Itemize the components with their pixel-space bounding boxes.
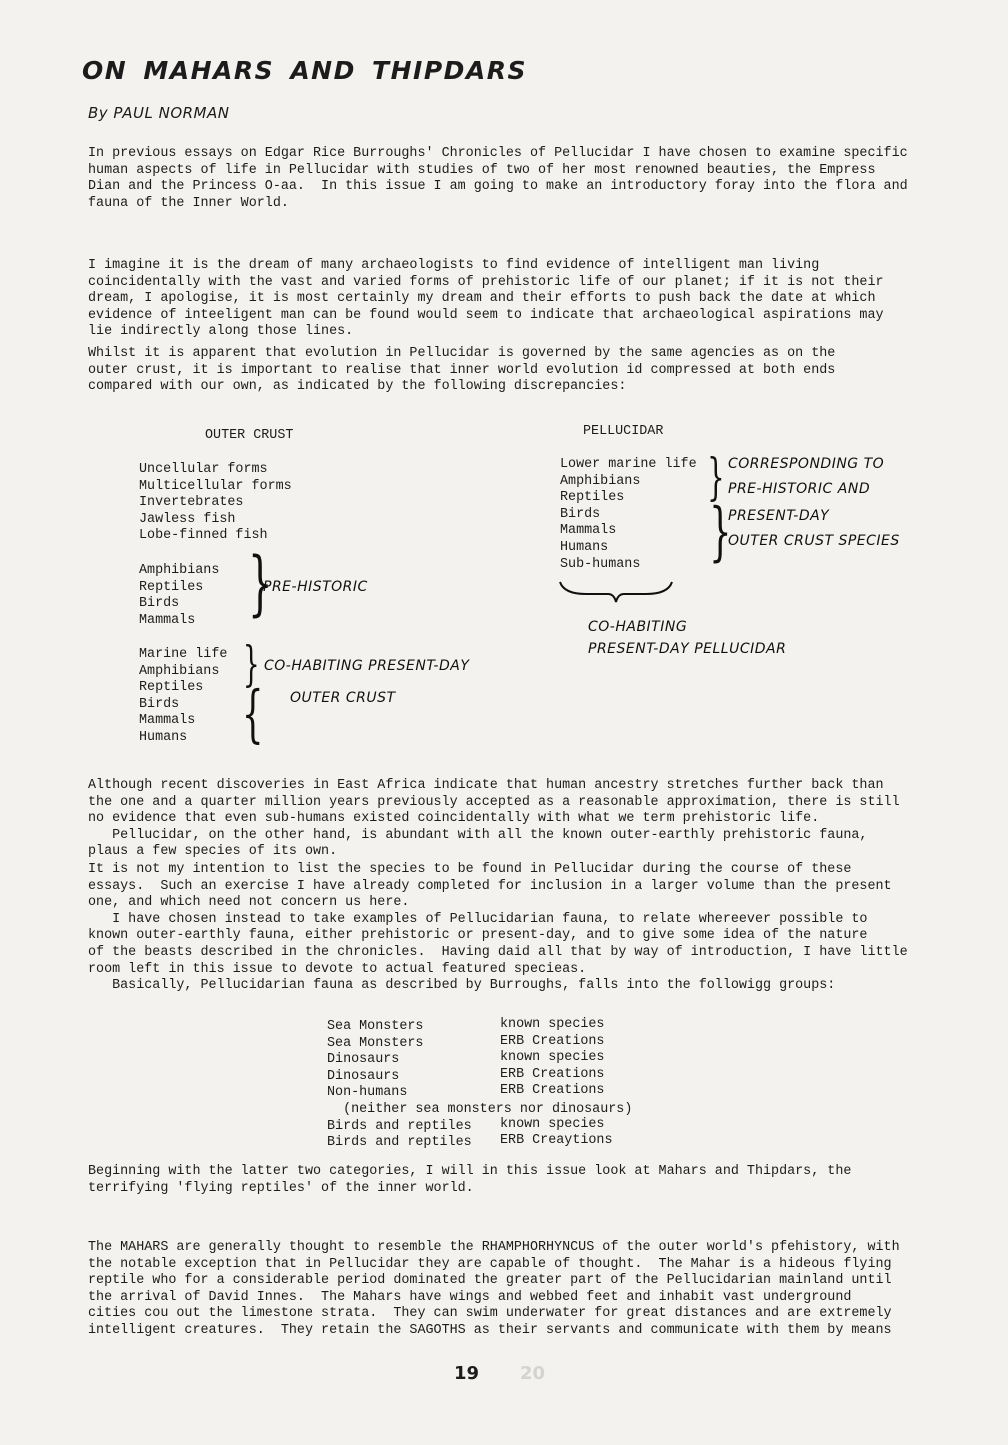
note-corresponding-3: PRESENT-DAY [728,508,830,524]
outer-crust-heading: OUTER CRUST [205,428,294,443]
pellucidar-heading: PELLUCIDAR [583,424,664,439]
brace-prehistoric: } [248,542,273,624]
paragraph-mahars: The MAHARS are generally thought to resemble the RHAMPHORHYNCUS of the outer world's pfehistory, with the notable exception that in Pellucidar they are capable of thought. The Mahar is a hideous flying reptile who for a considerable period dominated the greater part of the Pellucidarian mainland until the arrival of David Innes. The Mahars have wings and webbed feet and inhabit vast underground cities cou out the limestone strata. They can swim underwater for great distances and are extremely intelligent creatures. They retain the SAGOTHS as their servants and communicate with them by means [88,1240,900,1338]
brace-cohab-lower: { [241,677,264,750]
outer-crust-list-present: Marine life Amphibians Reptiles Birds Mammals Humans [139,647,228,745]
note-prehistoric: PRE-HISTORIC [263,579,368,595]
paragraph-archaeology: I imagine it is the dream of many archaeologists to find evidence of intelligent man living coincidentally with the vast and varied forms of prehistoric life of our planet; if it is not their dream, I apologise, it is most certainly my dream and their efforts to push back the date at which evidence of inteeligent man can be found would seem to indicate that archaeological aspirations may lie indirectly along those lines. [88,258,884,340]
paragraph-intro: In previous essays on Edgar Rice Burroughs' Chronicles of Pellucidar I have chosen to examine specific human aspects of life in Pellucidar with studies of two of her most renowned beauties, the Empress Dian and the Princess O-aa. In this issue I am going to make an introductory foray into the flora and fauna of the Inner World. [88,146,908,211]
article-title: ON MAHARS AND THIPDARS [82,56,528,85]
brace-corresponding-lower: } [709,495,732,569]
fauna-group-types: known species ERB Creations known species ERB Creations ERB Creations known species ERB Creaytions [500,1017,613,1149]
brace-underline-pellucidar [556,578,676,604]
outer-crust-list-early: Uncellular forms Multicellular forms Invertebrates Jawless fish Lobe-finned fish [139,462,292,544]
note-corresponding-1: CORRESPONDING TO [728,456,885,472]
note-cohabiting-pellucidar-1: CO-HABITING [588,619,688,635]
paragraph-intention: It is not my intention to list the species to be found in Pellucidar during the course of these essays. Such an exercise I have already completed for inclusion in a larger volume than the present one, and which need not concern us here. I have chosen instead to take examples of Pellucidarian fauna, to relate whereever possible to known outer-earthly fauna, either prehistoric or present-day, and to give some idea of the nature of the beasts described in the chronicles. Having daid all that by way of introduction, I have little room left in this issue to devote to actual featured specieas. Basically, Pellucidarian fauna as described by Burroughs, falls into the followigg groups: [88,862,908,994]
brace-corresponding-upper: } [707,448,725,506]
paragraph-evolution: Whilst it is apparent that evolution in Pellucidar is governed by the same agencies as on the outer crust, it is important to realise that inner world evolution id compressed at both ends compared with our own, as indicated by the following discrepancies: [88,346,836,395]
outer-crust-list-prehistoric: Amphibians Reptiles Birds Mammals [139,563,220,628]
paragraph-beginning: Beginning with the latter two categories, I will in this issue look at Mahars and Thipdars, the terrifying 'flying reptiles' of the inner world. [88,1164,852,1196]
page-number: 19 [454,1363,480,1384]
note-cohabiting-outer-2: OUTER CRUST [290,690,396,706]
note-corresponding-2: PRE-HISTORIC AND [728,481,871,497]
bleed-through-number: 20 [520,1363,546,1384]
note-cohabiting-outer-1: CO-HABITING PRESENT-DAY [264,658,470,674]
fauna-group-names: Sea Monsters Sea Monsters Dinosaurs Dinosaurs Non-humans (neither sea monsters nor dinosaurs) Birds and reptiles Birds and reptiles [327,1019,633,1151]
note-corresponding-4: OUTER CRUST SPECIES [728,533,900,549]
brace-cohab-upper: } [242,636,260,692]
paragraph-ancestry: Although recent discoveries in East Africa indicate that human ancestry stretches further back than the one and a quarter million years previously accepted as a reasonable approximation, there is still no evidence that even sub-humans existed coincidentally with what we term prehistoric life. Pellucidar, on the other hand, is abundant with all the known outer-earthly prehistoric fauna, plaus a few species of its own. [88,778,900,860]
article-byline: By PAUL NORMAN [88,104,230,122]
pellucidar-list: Lower marine life Amphibians Reptiles Birds Mammals Humans Sub-humans [560,457,697,572]
note-cohabiting-pellucidar-2: PRESENT-DAY PELLUCIDAR [588,641,787,657]
